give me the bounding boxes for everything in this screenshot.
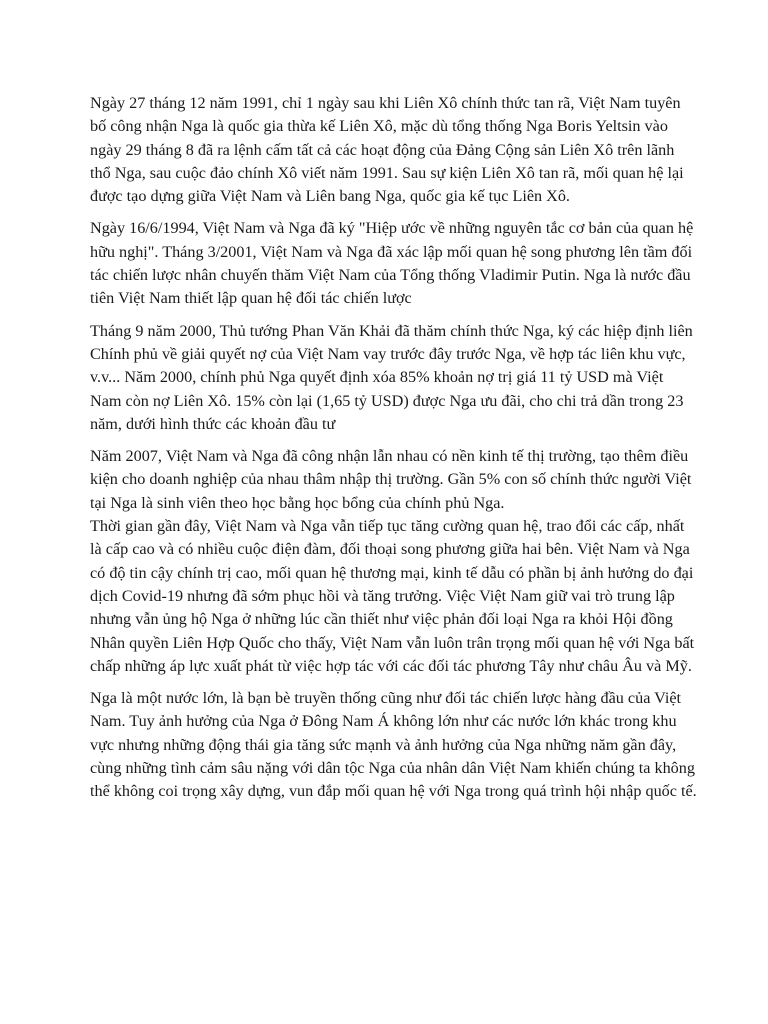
paragraph-5: Thời gian gần đây, Việt Nam và Nga vẫn tiếp tục tăng cường quan hệ, trao đổi các cấp, nhất là cấp cao và có nhiều cuộc điện đàm, đối thoại song phương giữa hai bên. Việt Nam và Nga có độ tin cậy chính trị cao, mối quan hệ thương mại, kinh tế dẫu có phần bị ảnh hưởng do đại dịch Covid-19 nhưng đã sớm phục hồi và tăng trưởng. Việc Việt Nam giữ vai trò trung lập nhưng vẫn ủng hộ Nga ở những lúc cần thiết như việc phản đối loại Nga ra khỏi Hội đồng Nhân quyền Liên Hợp Quốc cho thấy, Việt Nam vẫn luôn trân trọng mối quan hệ với Nga bất chấp những áp lực xuất phát từ việc hợp tác với các đối tác phương Tây như châu Âu và Mỹ.: [90, 517, 695, 675]
paragraph-3: Tháng 9 năm 2000, Thủ tướng Phan Văn Khải đã thăm chính thức Nga, ký các hiệp định liên Chính phủ về giải quyết nợ của Việt Nam vay trước đây trước Nga, về hợp tác liên khu vực, v.v... Năm 2000, chính phủ Nga quyết định xóa 85% khoản nợ trị giá 11 tỷ USD mà Việt Nam còn nợ Liên Xô. 15% còn lại (1,65 tỷ USD) được Nga ưu đãi, cho chi trả dần trong 23 năm, dưới hình thức các khoản đầu tư: [90, 321, 693, 433]
paragraph-4: Năm 2007, Việt Nam và Nga đã công nhận lẫn nhau có nền kinh tế thị trường, tạo thêm điều kiện cho doanh nghiệp của nhau thâm nhập thị trường. Gần 5% con số chính thức người Việt tại Nga là sinh viên theo học bằng học bổng của chính phủ Nga.: [90, 447, 692, 512]
paragraph-2: Ngày 16/6/1994, Việt Nam và Nga đã ký "Hiệp ước về những nguyên tắc cơ bản của quan hệ hữu nghị". Tháng 3/2001, Việt Nam và Nga đã xác lập mối quan hệ song phương lên tầm đối tác chiến lược nhân chuyến thăm Việt Nam của Tổng thống Vladimir Putin. Nga là nước đầu tiên Việt Nam thiết lập quan hệ đối tác chiến lược: [90, 219, 694, 308]
document-body: [90, 92, 698, 813]
paragraph-6: Nga là một nước lớn, là bạn bè truyền thống cũng như đối tác chiến lược hàng đầu của Việt Nam. Tuy ảnh hưởng của Nga ở Đông Nam Á không lớn như các nước lớn khác trong khu vực nhưng những động thái gia tăng sức mạnh và ảnh hưởng của Nga những năm gần đây, cùng những tình cảm sâu nặng với dân tộc Nga của nhân dân Việt Nam khiến chúng ta không thể không coi trọng xây dựng, vun đắp mối quan hệ với Nga trong quá trình hội nhập quốc tế.: [90, 689, 697, 801]
paragraph-1: Ngày 27 tháng 12 năm 1991, chỉ 1 ngày sau khi Liên Xô chính thức tan rã, Việt Nam tuyên bố công nhận Nga là quốc gia thừa kế Liên Xô, mặc dù tổng thống Nga Boris Yeltsin vào ngày 29 tháng 8 đã ra lệnh cấm tất cả các hoạt động của Đảng Cộng sản Liên Xô trên lãnh thổ Nga, sau cuộc đảo chính Xô viết năm 1991. Sau sự kiện Liên Xô tan rã, mối quan hệ lại được tạo dựng giữa Việt Nam và Liên bang Nga, quốc gia kế tục Liên Xô.: [90, 94, 684, 206]
